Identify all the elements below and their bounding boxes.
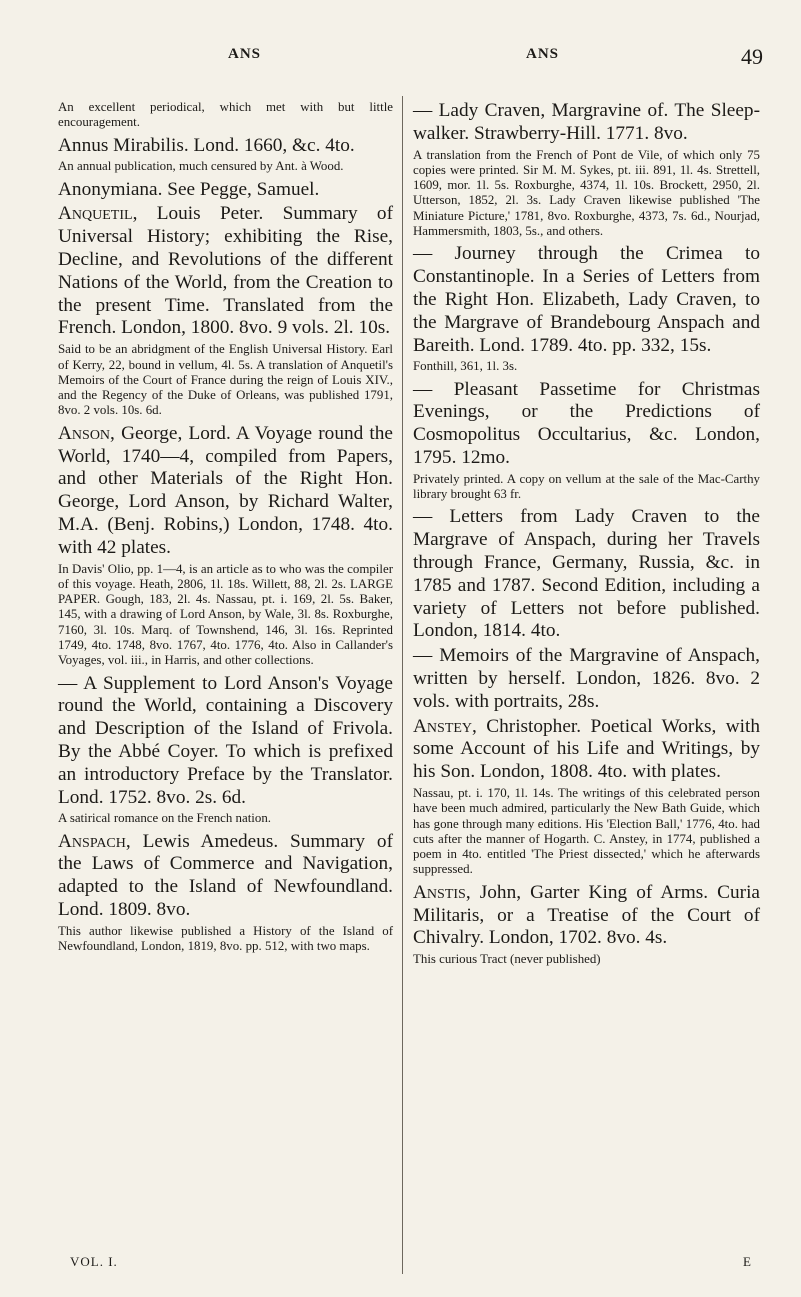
bibliography-entry	[413, 379, 760, 470]
bibliography-entry	[58, 673, 393, 810]
entry-text: In Davis' Olio, pp. 1—4, is an article as to who was the compiler of this voyage. Heath, 2806, 1l. 18s. Willett, 88, 2l. 2s. LARGE PAPER. Gough, 183, 2l. 4s. Nassau, pt. i. 169, 2l. 5s. Baker, 145, with a drawing of Lord Anson, by Wale, 3l. 8s. Roxburghe, 7160, 3l. 10s. Marq. of Townshend, 146, 3l. 16s. Reprinted 1749, 4to. 1748, 8vo. 1767, 4to. 1776, 4to. Also in Callander's Voyages, vol. iii., in Harris, and other collections.	[58, 561, 393, 668]
entry-text: — Lady Craven, Margravine of. The Sleep-walker. Strawberry-Hill. 1771. 8vo.	[413, 100, 760, 144]
bibliography-note	[58, 924, 393, 955]
column-divider	[402, 96, 403, 1274]
entry-text: Privately printed. A copy on vellum at the sale of the Mac-Carthy library brought 63 fr.	[413, 471, 760, 502]
entry-text: An annual publication, much censured by Ant. à Wood.	[58, 159, 344, 174]
bibliography-entry	[413, 243, 760, 357]
page-number: 49	[741, 44, 763, 69]
entry-text: Nassau, pt. i. 170, 1l. 14s. The writings of this celebrated person have been much admired, particularly the New Bath Guide, which has gone through many editions. His 'Election Ball,' 1776, 4to. had cuts after the manner of Hogarth. C. Anstey, in 1774, published a poem in 4to. entitled 'The Priest dissected,' which he afterwards suppressed.	[413, 786, 760, 877]
bibliography-entry	[413, 882, 760, 950]
entry-text: — Letters from Lady Craven to the Margrave of Anspach, during her Travels through France, Germany, Russia, &c. in 1785 and 1787. Second Edition, including a variety of Letters not before published. London, 1814. 4to.	[413, 506, 760, 642]
entry-text: A satirical romance on the French nation.	[58, 811, 271, 826]
running-head-left: ANS	[228, 46, 262, 62]
entry-text: Christopher. Poetical Works, with some Account of his Life and Writings, by his Son. London, 1808. 4to. with plates.	[413, 715, 760, 783]
bibliography-entry	[413, 716, 760, 784]
bibliography-note	[58, 811, 393, 826]
bibliography-note	[413, 472, 760, 503]
volume-signature: VOL. I.	[70, 1254, 118, 1269]
bibliography-entry	[413, 100, 760, 146]
entry-text: — Journey through the Crimea to Constantinople. In a Series of Letters from the Right Hon. Elizabeth, Lady Craven, to the Margrave of Brandebourg Anspach and Bareith. Lond. 1789. 4to. pp. 332, 15s.	[413, 243, 760, 356]
entry-text: This curious Tract (never published)	[413, 952, 601, 967]
entry-headword: Anstey,	[413, 715, 477, 737]
bibliography-entry	[58, 423, 393, 560]
entry-text: An excellent periodical, which met with but little encouragement.	[58, 100, 393, 130]
bibliography-entry	[58, 203, 393, 340]
bibliography-note	[413, 359, 760, 374]
entry-headword: Anstis,	[413, 881, 471, 903]
bibliography-entry	[58, 831, 393, 922]
entry-text: Annus Mirabilis. Lond. 1660, &c. 4to.	[58, 134, 355, 156]
bibliography-entry	[413, 645, 760, 713]
entry-text: This author likewise published a History of the Island of Newfoundland, London, 1819, 8vo. pp. 512, with two maps.	[58, 923, 393, 954]
entry-text: A translation from the French of Pont de Vile, of which only 75 copies were printed. Sir M. M. Sykes, pt. iii. 891, 1l. 4s. Strettell, 1609, mor. 1l. 5s. Roxburghe, 4374, 1l. 10s. Brockett, 2950, 2l. Utterson, 1852, 2l. 3s. Lady Craven likewise published 'The Miniature Picture,' 1781, 8vo. Roxburghe, 4373, 7s. 6d., Nourjad, Hammersmith, 1803, 5s., and others.	[413, 147, 760, 239]
entry-text: Lewis Amedeus. Summary of the Laws of Commerce and Navigation, adapted to the Island of Newfoundland. Lond. 1809. 8vo.	[58, 830, 393, 921]
entry-text: George, Lord. A Voyage round the World, 1740—4, compiled from Papers, and other Materials of the Right Hon. George, Lord Anson, by Richard Walter, M.A. (Benj. Robins,) London, 1748. 4to. with 42 plates.	[58, 422, 393, 558]
entry-text: — A Supplement to Lord Anson's Voyage round the World, containing a Discovery and Description of the Island of Frivola. By the Abbé Coyer. To which is prefixed an introductory Preface by the Translator. Lond. 1752. 8vo. 2s. 6d.	[58, 672, 393, 808]
entry-text: Said to be an abridgment of the English Universal History. Earl of Kerry, 22, bound in vellum, 4l. 5s. A translation of Anquetil's Memoirs of the Court of France during the reign of Louis XIV., and the Regency of the Duke of Orleans, was published 1791, 8vo. 2 vols. 10s. 6d.	[58, 342, 393, 418]
bibliography-entry	[58, 179, 393, 202]
entry-text: — Memoirs of the Margravine of Anspach, written by herself. London, 1826. 8vo. 2 vols. with portraits, 28s.	[413, 645, 760, 712]
bibliography-note	[413, 786, 760, 878]
gathering-signature: E	[743, 1254, 752, 1269]
entry-text: Louis Peter. Summary of Universal History; exhibiting the Rise, Decline, and Revolutions of the different Nations of the World, from the Creation to the present Time. Translated from the French. London, 1800. 8vo. 9 vols. 2l. 10s.	[58, 203, 393, 339]
bibliography-note	[413, 148, 760, 240]
bibliography-entry	[58, 135, 393, 158]
entry-headword: Anquetil,	[58, 203, 138, 225]
bibliography-note	[58, 159, 393, 174]
bibliography-entry	[413, 506, 760, 643]
bibliography-note	[58, 100, 393, 131]
entry-text: — Pleasant Passetime for Christmas Evenings, or the Predictions of Cosmopolitus Occultarius, &c. London, 1795. 12mo.	[413, 378, 760, 469]
entry-headword: Anspach,	[58, 830, 131, 852]
bibliography-note	[58, 342, 393, 418]
right-column	[413, 100, 760, 971]
bibliography-note	[413, 952, 760, 967]
running-head-right: ANS	[526, 46, 560, 62]
bibliography-note	[58, 562, 393, 669]
entry-text: John, Garter King of Arms. Curia Militaris, or a Treatise of the Court of Chivalry. London, 1702. 8vo. 4s.	[413, 881, 760, 949]
entry-text: Fonthill, 361, 1l. 3s.	[413, 359, 518, 374]
entry-headword: Anson,	[58, 422, 115, 444]
entry-text: Anonymiana. See Pegge, Samuel.	[58, 178, 320, 200]
left-column	[58, 100, 393, 958]
